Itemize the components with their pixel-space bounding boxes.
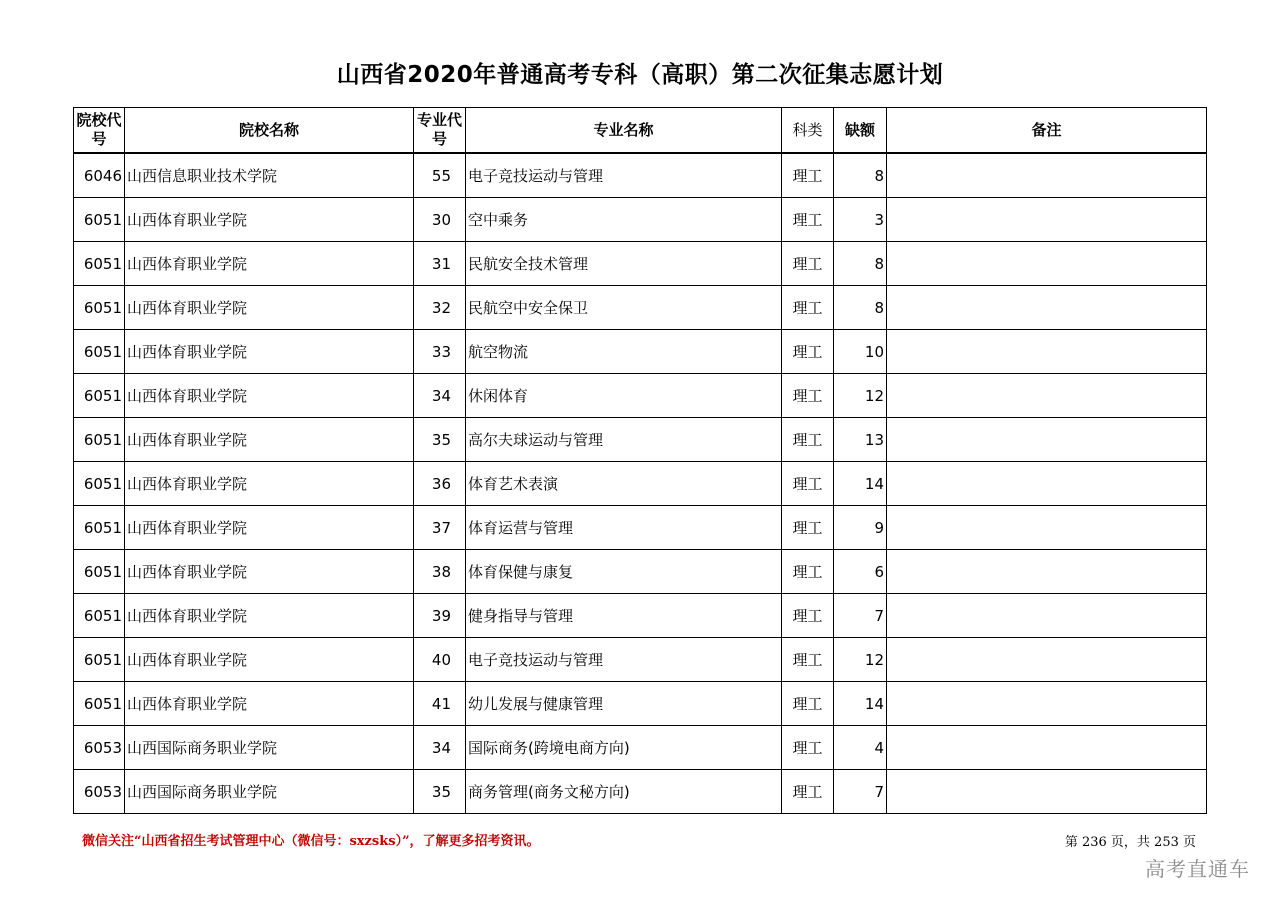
cell-school-code: 6051 — [74, 638, 125, 682]
table-body — [74, 153, 1207, 814]
cell-note — [887, 374, 1207, 418]
cell-major-code: 34 — [414, 726, 466, 770]
cell-major-code: 34 — [414, 374, 466, 418]
cell-category: 理工 — [782, 770, 834, 814]
cell-major-name: 健身指导与管理 — [466, 594, 782, 638]
table-row — [74, 418, 1207, 462]
cell-quota: 3 — [834, 198, 887, 242]
cell-school-code: 6051 — [74, 550, 125, 594]
cell-major-name: 电子竞技运动与管理 — [466, 638, 782, 682]
cell-school-code: 6051 — [74, 462, 125, 506]
cell-quota: 14 — [834, 462, 887, 506]
cell-major-code: 32 — [414, 286, 466, 330]
cell-major-code: 31 — [414, 242, 466, 286]
cell-note — [887, 506, 1207, 550]
cell-quota: 12 — [834, 374, 887, 418]
cell-note — [887, 330, 1207, 374]
cell-major-code: 37 — [414, 506, 466, 550]
cell-school-code: 6053 — [74, 770, 125, 814]
cell-school-code: 6051 — [74, 198, 125, 242]
cell-major-code: 35 — [414, 418, 466, 462]
cell-major-name: 民航空中安全保卫 — [466, 286, 782, 330]
cell-note — [887, 682, 1207, 726]
cell-note — [887, 242, 1207, 286]
table-header-row — [74, 108, 1207, 154]
table-row — [74, 374, 1207, 418]
cell-category: 理工 — [782, 242, 834, 286]
cell-major-name: 体育保健与康复 — [466, 550, 782, 594]
table-row — [74, 286, 1207, 330]
cell-major-code: 33 — [414, 330, 466, 374]
cell-note — [887, 286, 1207, 330]
cell-note — [887, 153, 1207, 198]
cell-school-name: 山西国际商务职业学院 — [125, 726, 414, 770]
header-category: 科类 — [782, 108, 834, 154]
cell-school-name: 山西体育职业学院 — [125, 198, 414, 242]
header-major-code: 专业代号 — [414, 108, 466, 154]
cell-major-name: 幼儿发展与健康管理 — [466, 682, 782, 726]
cell-major-name: 民航安全技术管理 — [466, 242, 782, 286]
footer-wechat-notice: 微信关注“山西省招生考试管理中心（微信号：sxzsks）”，了解更多招考资讯。 — [82, 834, 540, 849]
cell-major-code: 36 — [414, 462, 466, 506]
header-note: 备注 — [887, 108, 1207, 154]
cell-school-name: 山西体育职业学院 — [125, 550, 414, 594]
cell-major-code: 35 — [414, 770, 466, 814]
cell-category: 理工 — [782, 374, 834, 418]
cell-note — [887, 594, 1207, 638]
cell-school-name: 山西体育职业学院 — [125, 594, 414, 638]
cell-quota: 8 — [834, 153, 887, 198]
table-row — [74, 506, 1207, 550]
cell-school-code: 6051 — [74, 330, 125, 374]
cell-school-name: 山西体育职业学院 — [125, 330, 414, 374]
cell-quota: 13 — [834, 418, 887, 462]
table-row — [74, 330, 1207, 374]
cell-quota: 8 — [834, 286, 887, 330]
cell-major-name: 空中乘务 — [466, 198, 782, 242]
cell-quota: 10 — [834, 330, 887, 374]
cell-category: 理工 — [782, 418, 834, 462]
cell-major-name: 商务管理(商务文秘方向) — [466, 770, 782, 814]
cell-major-name: 国际商务(跨境电商方向) — [466, 726, 782, 770]
cell-quota: 12 — [834, 638, 887, 682]
cell-note — [887, 198, 1207, 242]
cell-quota: 7 — [834, 594, 887, 638]
cell-school-name: 山西体育职业学院 — [125, 682, 414, 726]
cell-major-name: 体育艺术表演 — [466, 462, 782, 506]
cell-quota: 4 — [834, 726, 887, 770]
table-row — [74, 198, 1207, 242]
cell-category: 理工 — [782, 726, 834, 770]
cell-school-code: 6053 — [74, 726, 125, 770]
cell-major-code: 55 — [414, 153, 466, 198]
cell-school-name: 山西体育职业学院 — [125, 638, 414, 682]
cell-major-name: 航空物流 — [466, 330, 782, 374]
table-row — [74, 726, 1207, 770]
cell-note — [887, 418, 1207, 462]
cell-category: 理工 — [782, 153, 834, 198]
header-school-code: 院校代号 — [74, 108, 125, 154]
cell-school-name: 山西国际商务职业学院 — [125, 770, 414, 814]
cell-note — [887, 638, 1207, 682]
cell-note — [887, 462, 1207, 506]
cell-quota: 7 — [834, 770, 887, 814]
cell-major-name: 休闲体育 — [466, 374, 782, 418]
page-number: 第 236 页，共 253 页 — [1064, 835, 1196, 850]
cell-category: 理工 — [782, 286, 834, 330]
cell-category: 理工 — [782, 550, 834, 594]
cell-major-code: 30 — [414, 198, 466, 242]
table-row — [74, 462, 1207, 506]
header-quota: 缺额 — [834, 108, 887, 154]
enrollment-plan-table — [73, 107, 1207, 814]
cell-school-name: 山西体育职业学院 — [125, 242, 414, 286]
cell-major-code: 38 — [414, 550, 466, 594]
cell-school-name: 山西体育职业学院 — [125, 286, 414, 330]
cell-quota: 6 — [834, 550, 887, 594]
cell-school-code: 6051 — [74, 286, 125, 330]
cell-school-code: 6051 — [74, 506, 125, 550]
cell-major-name: 高尔夫球运动与管理 — [466, 418, 782, 462]
cell-school-name: 山西信息职业技术学院 — [125, 153, 414, 198]
cell-category: 理工 — [782, 198, 834, 242]
cell-note — [887, 726, 1207, 770]
cell-major-name: 体育运营与管理 — [466, 506, 782, 550]
cell-school-code: 6051 — [74, 594, 125, 638]
cell-school-code: 6051 — [74, 242, 125, 286]
table-row — [74, 770, 1207, 814]
table-row — [74, 682, 1207, 726]
cell-note — [887, 770, 1207, 814]
table-row — [74, 638, 1207, 682]
cell-category: 理工 — [782, 682, 834, 726]
cell-quota: 9 — [834, 506, 887, 550]
cell-quota: 8 — [834, 242, 887, 286]
cell-category: 理工 — [782, 638, 834, 682]
header-major-name: 专业名称 — [466, 108, 782, 154]
cell-school-name: 山西体育职业学院 — [125, 462, 414, 506]
watermark-text: 高考直通车 — [1145, 857, 1250, 881]
cell-school-code: 6046 — [74, 153, 125, 198]
cell-school-name: 山西体育职业学院 — [125, 506, 414, 550]
cell-note — [887, 550, 1207, 594]
table-row — [74, 594, 1207, 638]
table-row — [74, 242, 1207, 286]
cell-school-code: 6051 — [74, 418, 125, 462]
table-row — [74, 550, 1207, 594]
cell-school-code: 6051 — [74, 374, 125, 418]
cell-major-code: 39 — [414, 594, 466, 638]
cell-quota: 14 — [834, 682, 887, 726]
header-school-name: 院校名称 — [125, 108, 414, 154]
cell-category: 理工 — [782, 594, 834, 638]
cell-school-name: 山西体育职业学院 — [125, 374, 414, 418]
cell-category: 理工 — [782, 330, 834, 374]
cell-school-name: 山西体育职业学院 — [125, 418, 414, 462]
table-row — [74, 153, 1207, 198]
cell-category: 理工 — [782, 506, 834, 550]
cell-category: 理工 — [782, 462, 834, 506]
cell-major-code: 41 — [414, 682, 466, 726]
cell-major-code: 40 — [414, 638, 466, 682]
cell-school-code: 6051 — [74, 682, 125, 726]
cell-major-name: 电子竞技运动与管理 — [466, 153, 782, 198]
page-title: 山西省2020年普通高考专科（高职）第二次征集志愿计划 — [336, 62, 944, 88]
